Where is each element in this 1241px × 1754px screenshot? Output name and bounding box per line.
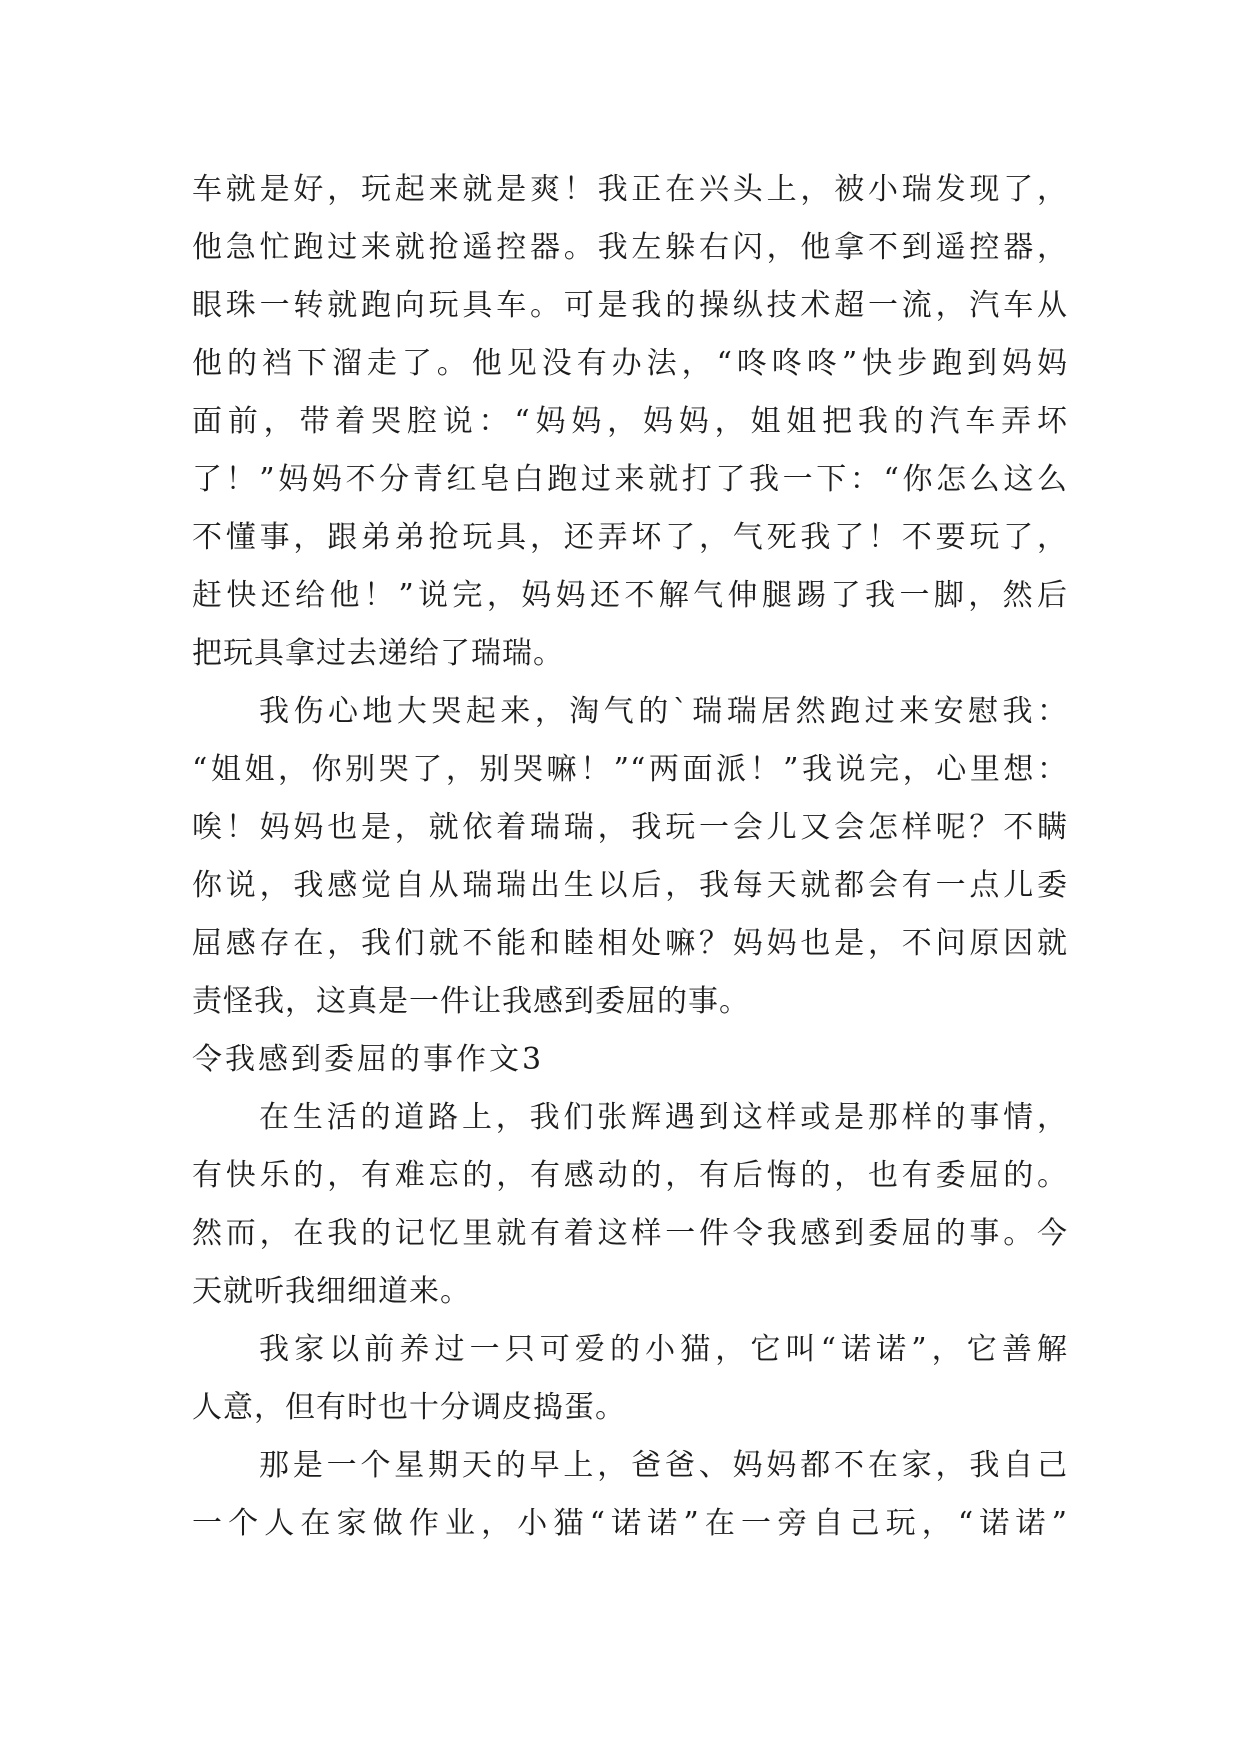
- text-line: 面前，带着哭腔说：“妈妈，妈妈，姐姐把我的汽车弄坏: [192, 404, 1068, 439]
- text-line: 他急忙跑过来就抢遥控器。我左躲右闪，他拿不到遥控器，: [192, 230, 1068, 265]
- text-line: 赶快还给他！”说完，妈妈还不解气伸腿踢了我一脚，然后: [192, 578, 1068, 613]
- essay-title: 令我感到委屈的事作文3: [192, 1042, 545, 1077]
- text-line: 我伤心地大哭起来，淘气的`瑞瑞居然跑过来安慰我：: [259, 694, 1068, 729]
- text-line: “姐姐，你别哭了，别哭嘛！”“两面派！”我说完，心里想：: [192, 752, 1068, 787]
- text-line: 他的裆下溜走了。他见没有办法，“咚咚咚”快步跑到妈妈: [192, 346, 1068, 381]
- paragraph: [192, 1321, 1068, 1437]
- text-line: 那是一个星期天的早上，爸爸、妈妈都不在家，我自己: [259, 1448, 1068, 1483]
- text-line: 不懂事，跟弟弟抢玩具，还弄坏了，气死我了！不要玩了，: [192, 520, 1068, 555]
- text-line: 屈感存在，我们就不能和睦相处嘛？妈妈也是，不问原因就: [192, 926, 1068, 961]
- text-line: 责怪我，这真是一件让我感到委屈的事。: [192, 984, 750, 1019]
- text-line: 把玩具拿过去递给了瑞瑞。: [192, 636, 564, 671]
- text-line: 人意，但有时也十分调皮捣蛋。: [192, 1390, 626, 1425]
- text-line: 有快乐的，有难忘的，有感动的，有后悔的，也有委屈的。: [192, 1158, 1068, 1193]
- paragraph: [192, 683, 1068, 1031]
- text-line: 然而，在我的记忆里就有着这样一件令我感到委屈的事。今: [192, 1216, 1068, 1251]
- text-line: 一个人在家做作业，小猫“诺诺”在一旁自己玩，“诺诺”: [192, 1506, 1068, 1541]
- text-line: 在生活的道路上，我们张辉遇到这样或是那样的事情，: [259, 1100, 1068, 1135]
- text-line: 车就是好，玩起来就是爽！我正在兴头上，被小瑞发现了，: [192, 172, 1068, 207]
- text-line: 天就听我细细道来。: [192, 1274, 471, 1309]
- text-line: 眼珠一转就跑向玩具车。可是我的操纵技术超一流，汽车从: [192, 288, 1068, 323]
- paragraph: [192, 161, 1068, 683]
- paragraph: [192, 1089, 1068, 1321]
- text-line: 我家以前养过一只可爱的小猫，它叫“诺诺”，它善解: [259, 1332, 1068, 1367]
- document-body: [192, 161, 1068, 1553]
- text-line: 你说，我感觉自从瑞瑞出生以后，我每天就都会有一点儿委: [192, 868, 1068, 903]
- paragraph: [192, 1437, 1068, 1553]
- text-line: 唉！妈妈也是，就依着瑞瑞，我玩一会儿又会怎样呢？不瞒: [192, 810, 1068, 845]
- text-line: 了！”妈妈不分青红皂白跑过来就打了我一下：“你怎么这么: [192, 462, 1068, 497]
